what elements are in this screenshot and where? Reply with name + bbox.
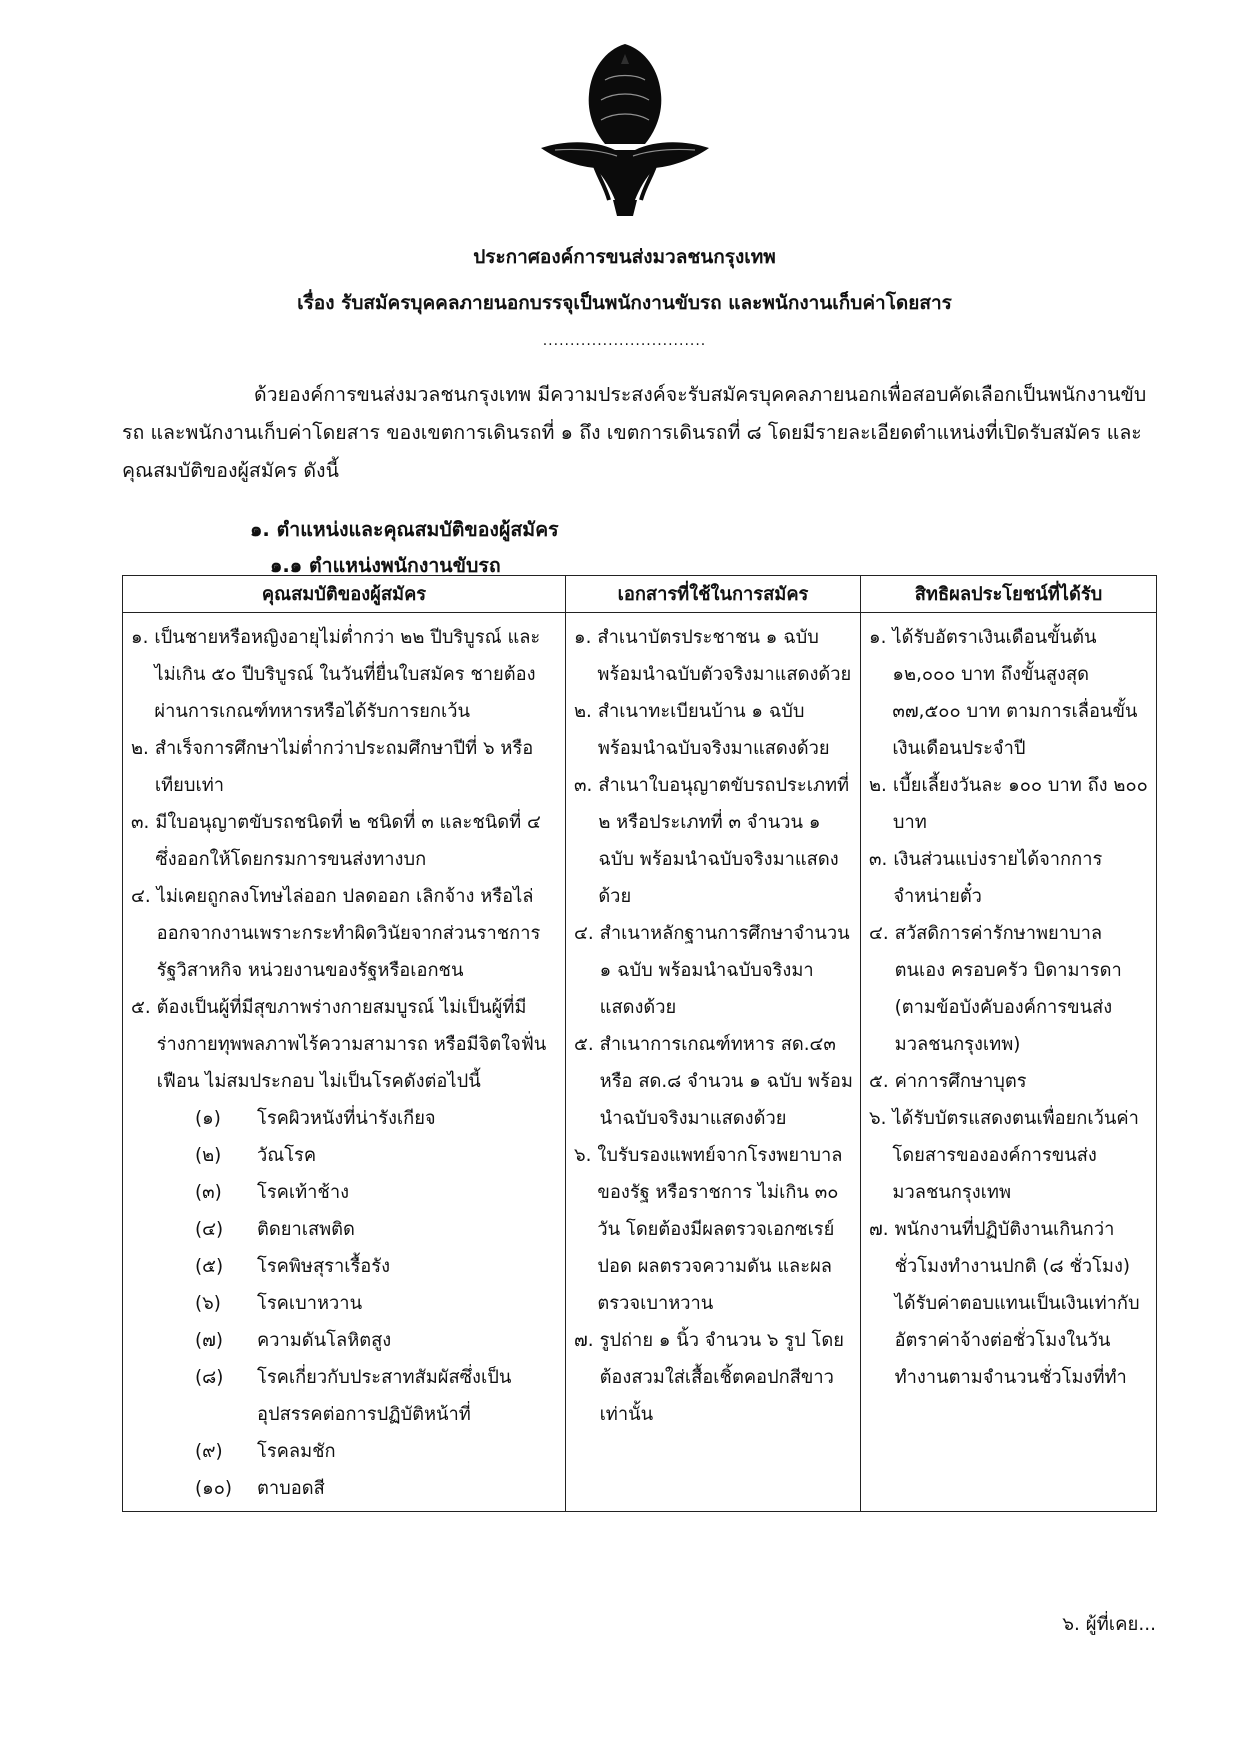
benefit-item: ๓. เงินส่วนแบ่งรายได้จากการจำหน่ายตั๋ว [869, 849, 1103, 907]
disease-item: (๓) โรคเท้าช้าง [195, 1182, 350, 1203]
benefit-item: ๗. พนักงานที่ปฏิบัติงานเกินกว่าชั่วโมงทำงานปกติ (๘ ชั่วโมง) ได้รับค่าตอบแทนเป็นเงินเท่ากับอัตราค่าจ้างต่อชั่วโมงในวันทำงานตามจำนวนชั่วโมงที่ทำ [869, 1219, 1140, 1388]
document-item: ๕. สำเนาการเกณฑ์ทหาร สด.๔๓ หรือ สด.๘ จำนวน ๑ ฉบับ พร้อมนำฉบับจริงมาแสดงด้วย [574, 1034, 853, 1129]
header-qualifications: คุณสมบัติของผู้สมัคร [123, 576, 566, 613]
benefit-item: ๒. เบี้ยเลี้ยงวันละ ๑๐๐ บาท ถึง ๒๐๐ บาท [869, 775, 1148, 833]
subsection-heading: ๑.๑ ตำแหน่งพนักงานขับรถ [270, 554, 501, 577]
qualification-item: ๔. ไม่เคยถูกลงโทษไล่ออก ปลดออก เลิกจ้าง หรือไล่ออกจากงานเพราะกระทำผิดวินัยจากส่วนราชการ รัฐวิสาหกิจ หน่วยงานของรัฐหรือเอกชน [131, 886, 541, 981]
qualifications-cell [123, 613, 566, 1512]
document-item: ๖. ใบรับรองแพทย์จากโรงพยาบาลของรัฐ หรือราชการ ไม่เกิน ๓๐ วัน โดยต้องมีผลตรวจเอกซเรย์ปอด ผลตรวจความดัน และผลตรวจเบาหวาน [574, 1145, 843, 1314]
document-item: ๒. สำเนาทะเบียนบ้าน ๑ ฉบับ พร้อมนำฉบับจริงมาแสดงด้วย [574, 701, 830, 759]
document-item: ๓. สำเนาใบอนุญาตขับรถประเภทที่ ๒ หรือประเภทที่ ๓ จำนวน ๑ ฉบับ พร้อมนำฉบับจริงมาแสดงด้วย [574, 775, 850, 907]
disease-item: (๗) ความดันโลหิตสูง [195, 1330, 392, 1351]
continuation-note: ๖. ผู้ที่เคย... [1062, 1614, 1156, 1635]
intro-paragraph: ด้วยองค์การขนส่งมวลชนกรุงเทพ มีความประสงค์จะรับสมัครบุคคลภายนอกเพื่อสอบคัดเลือกเป็นพนักงานขับรถ และพนักงานเก็บค่าโดยสาร ของเขตการเดินรถที่ ๑ ถึง เขตการเดินรถที่ ๘ โดยมีรายละเอียดตำแหน่งที่เปิดรับสมัคร และคุณสมบัติของผู้สมัคร ดังนี้ [122, 383, 1147, 482]
header-documents: เอกสารที่ใช้ในการสมัคร [566, 576, 861, 613]
benefit-item: ๖. ได้รับบัตรแสดงตนเพื่อยกเว้นค่าโดยสารขององค์การขนส่งมวลชนกรุงเทพ [869, 1108, 1139, 1203]
qualification-item: ๓. มีใบอนุญาตขับรถชนิดที่ ๒ ชนิดที่ ๓ และชนิดที่ ๔ ซึ่งออกให้โดยกรมการขนส่งทางบก [131, 812, 541, 870]
disease-item: (๖) โรคเบาหวาน [195, 1293, 363, 1314]
document-item: ๑. สำเนาบัตรประชาชน ๑ ฉบับ พร้อมนำฉบับตัวจริงมาแสดงด้วย [574, 627, 852, 685]
qualification-item: ๒. สำเร็จการศึกษาไม่ต่ำกว่าประถมศึกษาปีที่ ๖ หรือเทียบเท่า [131, 738, 534, 796]
document-item: ๔. สำเนาหลักฐานการศึกษาจำนวน ๑ ฉบับ พร้อมนำฉบับจริงมาแสดงด้วย [574, 923, 850, 1018]
disease-item: (๒) วัณโรค [195, 1145, 317, 1166]
qualification-item: ๑. เป็นชายหรือหญิงอายุไม่ต่ำกว่า ๒๒ ปีบริบูรณ์ และไม่เกิน ๕๐ ปีบริบูรณ์ ในวันที่ยื่นใบสมัคร ชายต้องผ่านการเกณฑ์ทหารหรือได้รับการยกเว้น [131, 627, 541, 722]
section-heading: ๑. ตำแหน่งและคุณสมบัติของผู้สมัคร [250, 518, 559, 541]
benefit-item: ๔. สวัสดิการค่ารักษาพยาบาลตนเอง ครอบครัว บิดามารดา (ตามข้อบังคับองค์การขนส่งมวลชนกรุงเทพ) [869, 923, 1122, 1055]
benefits-cell [861, 613, 1157, 1512]
disease-item: (๕) โรคพิษสุราเรื้อรัง [195, 1256, 391, 1277]
document-item: ๗. รูปถ่าย ๑ นิ้ว จำนวน ๖ รูป โดยต้องสวมใส่เสื้อเชิ้ตคอปกสีขาวเท่านั้น [574, 1330, 844, 1425]
garuda-emblem-icon [535, 40, 715, 218]
disease-item: (๑๐) ตาบอดสี [195, 1478, 325, 1499]
qualification-item: ๕. ต้องเป็นผู้ที่มีสุขภาพร่างกายสมบูรณ์ ไม่เป็นผู้ที่มีร่างกายทุพพลภาพไร้ความสามารถ หรือมีจิตใจฟั่นเฟือน ไม่สมประกอบ ไม่เป็นโรคดังต่อไปนี้ [131, 997, 547, 1092]
driver-position-table [122, 575, 1157, 1512]
announcement-subject: เรื่อง รับสมัครบุคคลภายนอกบรรจุเป็นพนักงานขับรถ และพนักงานเก็บค่าโดยสาร [297, 292, 952, 314]
header-benefits: สิทธิผลประโยชน์ที่ได้รับ [861, 576, 1157, 613]
benefit-item: ๕. ค่าการศึกษาบุตร [869, 1071, 1027, 1092]
disease-item: (๙) โรคลมชัก [195, 1441, 336, 1462]
documents-cell [566, 613, 861, 1512]
disease-item: (๘) โรคเกี่ยวกับประสาทสัมผัสซึ่งเป็นอุปสรรคต่อการปฏิบัติหน้าที่ [195, 1367, 512, 1425]
announcement-title: ประกาศองค์การขนส่งมวลชนกรุงเทพ [473, 246, 776, 268]
disease-item: (๔) ติดยาเสพติด [195, 1219, 355, 1240]
benefit-item: ๑. ได้รับอัตราเงินเดือนขั้นต้น ๑๒,๐๐๐ บาท ถึงขั้นสูงสุด ๓๗,๕๐๐ บาท ตามการเลื่อนขั้นเงินเดือนประจำปี [869, 627, 1138, 759]
separator: .............................. [542, 333, 707, 349]
disease-item: (๑) โรคผิวหนังที่น่ารังเกียจ [195, 1108, 436, 1129]
